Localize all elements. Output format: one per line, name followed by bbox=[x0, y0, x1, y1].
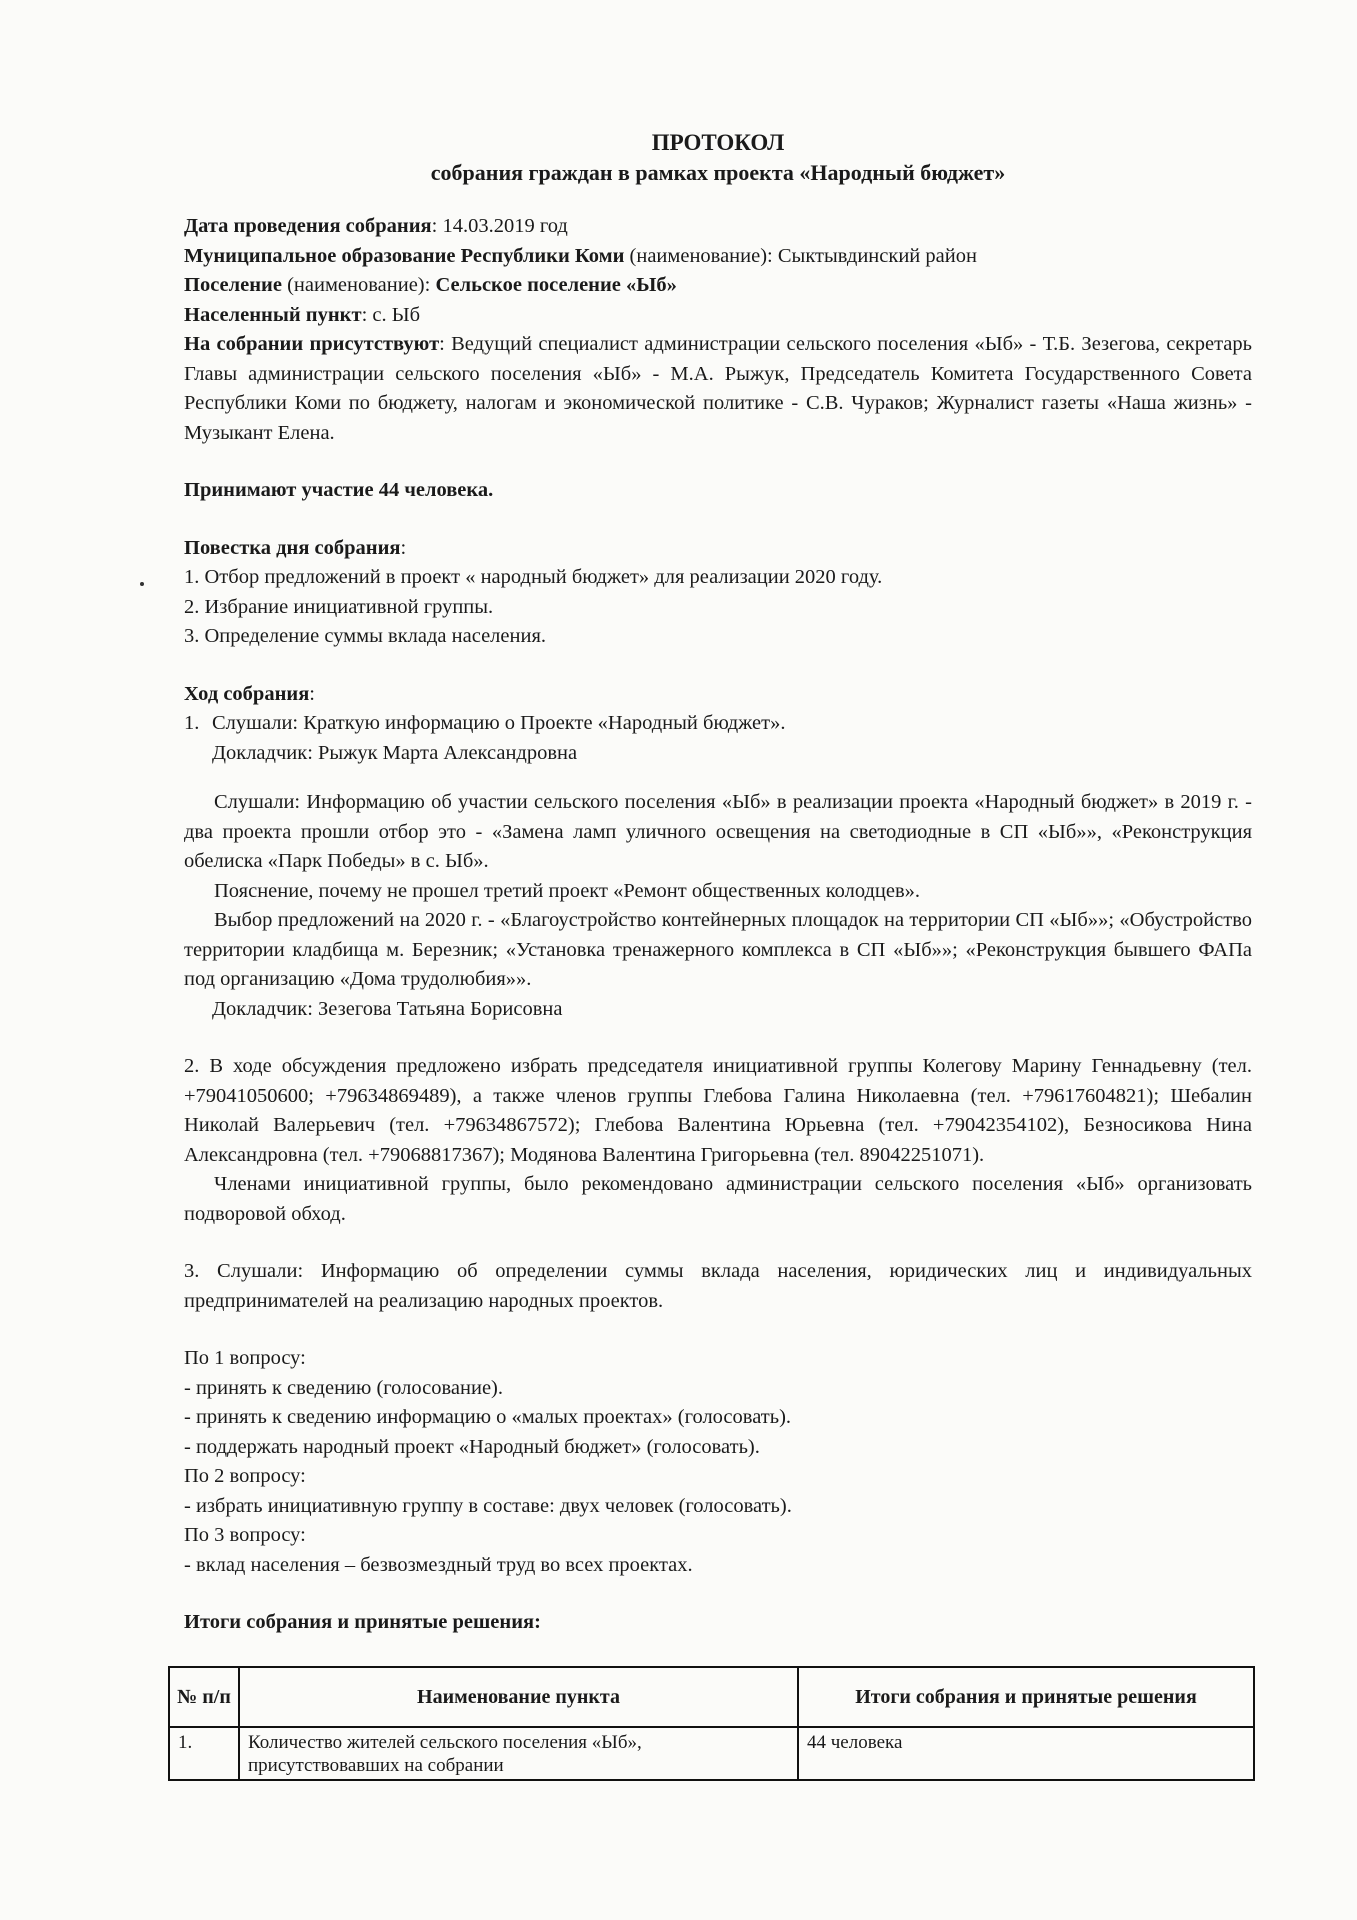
table-header-row bbox=[169, 1667, 1254, 1727]
scan-dot bbox=[140, 582, 144, 586]
agenda-item: 3. Определение суммы вклада населения. bbox=[184, 625, 546, 647]
row-name: Количество жителей сельского поселения «Ыб», присутствовавших на собрании bbox=[239, 1727, 798, 1780]
locality: Населенный пункт: с. Ыб bbox=[184, 303, 421, 326]
municipality: Муниципальное образование Республики Коми (наименование): Сыктывдинский район bbox=[184, 244, 977, 267]
settlement: Поселение (наименование): Сельское поселение «Ыб» bbox=[184, 274, 677, 296]
protocol-document bbox=[184, 128, 1252, 1638]
decision-line: - принять к сведению информацию о «малых проектах» (голосовать). bbox=[184, 1406, 792, 1428]
proceedings-note: Членами инициативной группы, было рекомендовано администрации сельского поселения «Ыб» организовать подворовой обход. bbox=[184, 1173, 1252, 1225]
proceedings-paragraph: Выбор предложений на 2020 г. - «Благоустройство контейнерных площадок на территории СП «Ыб»»; «Обустройство территории кладбища м. Березник; «Установка тренажерного комплекса в СП «Ыб»»; «Реконструкция бывшего ФАПа под организацию «Дома трудолюбия»». bbox=[184, 909, 1252, 990]
decision-line: По 1 вопросу: bbox=[184, 1347, 306, 1369]
row-number: 1. bbox=[169, 1727, 239, 1780]
speaker-1: Докладчик: Рыжук Марта Александровна bbox=[212, 741, 578, 764]
participants-count: Принимают участие 44 человека. bbox=[184, 479, 494, 501]
proceedings-heading: Ход собрания: bbox=[184, 682, 315, 705]
decision-line: - принять к сведению (голосование). bbox=[184, 1376, 504, 1399]
decision-line: По 3 вопросу: bbox=[184, 1524, 306, 1546]
proceedings-paragraph: Пояснение, почему не прошел третий проект «Ремонт общественных колодцев». bbox=[214, 879, 921, 902]
results-table bbox=[168, 1666, 1255, 1781]
proceedings-item-2: 2. В ходе обсуждения предложено избрать председателя инициативной группы Колегову Марину Геннадьевну (тел. +79041050600; +79634869489), а также членов группы Глебова Галина Николаевна (тел. +79617604821); Шебалин Николай Валерьевич (тел. +79634867572); Глебова Валентина Юрьевна (тел. +79042354102), Безносикова Нина Александровна (тел. +79068817367); Модянова Валентина Григорьевна (тел. 89042251071). bbox=[184, 1055, 1252, 1166]
proceedings-item-3: 3. Слушали: Информацию об определении суммы вклада населения, юридических лиц и индивидуальных предпринимателей на реализацию народных проектов. bbox=[184, 1260, 1252, 1312]
table-row bbox=[169, 1727, 1254, 1780]
page-title: ПРОТОКОЛ bbox=[651, 130, 785, 155]
decision-line: - вклад населения – безвозмездный труд во всех проектах. bbox=[184, 1553, 693, 1576]
meeting-date: Дата проведения собрания: 14.03.2019 год bbox=[184, 215, 568, 237]
page-subtitle: собрания граждан в рамках проекта «Народный бюджет» bbox=[430, 160, 1006, 185]
column-header: № п/п bbox=[169, 1667, 239, 1727]
results-heading: Итоги собрания и принятые решения: bbox=[184, 1611, 541, 1633]
speaker-2: Докладчик: Зезегова Татьяна Борисовна bbox=[212, 997, 563, 1020]
agenda-item: 1. Отбор предложений в проект « народный бюджет» для реализации 2020 году. bbox=[184, 566, 883, 588]
column-header: Итоги собрания и принятые решения bbox=[798, 1667, 1254, 1727]
decision-line: - поддержать народный проект «Народный бюджет» (голосовать). bbox=[184, 1435, 760, 1458]
agenda-item: 2. Избрание инициативной группы. bbox=[184, 595, 494, 618]
attendees: На собрании присутствуют: Ведущий специалист администрации сельского поселения «Ыб» - Т.Б. Зезегова, секретарь Главы администрации сельского поселения «Ыб» - М.А. Рыжук, Председатель Комитета Государственного Совета Республики Коми по бюджету, налогам и экономической политике - С.В. Чураков; Журналист газеты «Наша жизнь» - Музыкант Елена. bbox=[184, 333, 1252, 444]
row-result: 44 человека bbox=[798, 1727, 1254, 1780]
column-header: Наименование пункта bbox=[239, 1667, 798, 1727]
agenda-heading: Повестка дня собрания: bbox=[184, 536, 407, 559]
decision-line: По 2 вопросу: bbox=[184, 1465, 306, 1487]
decision-line: - избрать инициативную группу в составе: двух человек (голосовать). bbox=[184, 1494, 792, 1517]
proceedings-paragraph: Слушали: Информацию об участии сельского поселения «Ыб» в реализации проекта «Народный бюджет» в 2019 г. - два проекта прошли отбор это - «Замена ламп уличного освещения на светодиодные в СП «Ыб»», «Реконструкция обелиска «Парк Победы» в с. Ыб». bbox=[184, 791, 1252, 872]
proceedings-item-1: 1. Слушали: Краткую информацию о Проекте «Народный бюджет». bbox=[184, 712, 786, 734]
